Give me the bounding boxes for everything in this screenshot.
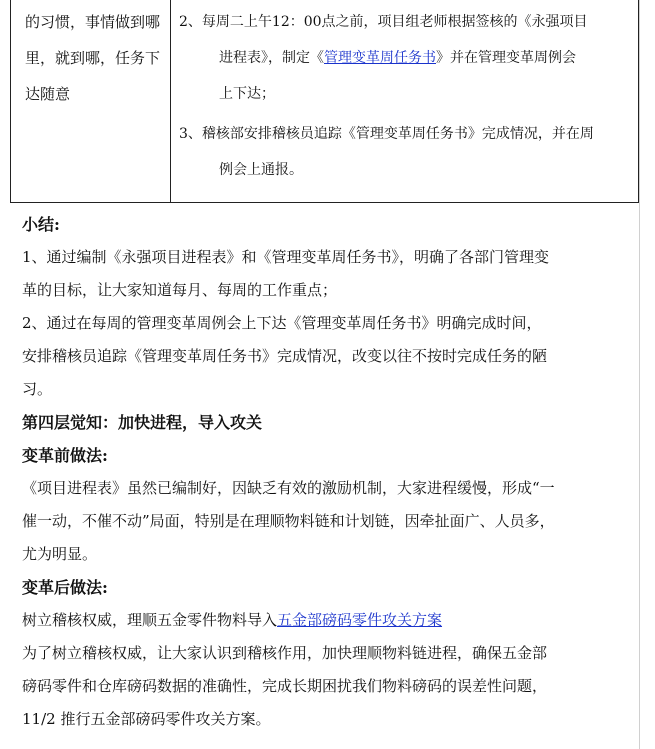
summary-paragraph-1: 1、通过编制《永强项目进程表》和《管理变革周任务书》，明确了各部门管理变 xyxy=(22,248,550,266)
before-change-text: 尤为明显。 xyxy=(22,545,98,563)
hardware-weighing-plan-link[interactable]: 五金部磅码零件攻关方案 xyxy=(277,611,443,629)
table-item-2 xyxy=(179,4,637,112)
after-change-text: 磅码零件和仓库磅码数据的准确性，完成长期困扰我们物料磅码的误差性问题， xyxy=(22,677,548,695)
after-change-heading: 变革后做法: xyxy=(22,578,108,597)
section-4-heading: 第四层觉知：加快进程，导入攻关 xyxy=(22,413,263,432)
item-text: 》并在管理变革周例会 xyxy=(436,50,576,66)
document-body xyxy=(22,208,634,736)
task-table xyxy=(10,0,639,203)
item-text: 3、稽核部安排稽核员追踪《管理变革周任务书》完成情况，并在周 xyxy=(179,126,594,142)
before-change-text: 《项目进程表》虽然已编制好，因缺乏有效的激励机制，大家进程缓慢，形成“一 xyxy=(22,479,555,497)
table-left-cell xyxy=(25,4,165,112)
summary-paragraph-2: 习。 xyxy=(22,380,53,398)
left-cell-line: 里，就到哪，任务下 xyxy=(25,49,161,67)
summary-paragraph-2: 2、通过在每周的管理变革周例会上下达《管理变革周任务书》明确完成时间， xyxy=(22,314,542,332)
item-text-continued xyxy=(179,40,637,76)
summary-heading: 小结: xyxy=(22,215,60,234)
item-text: 例会上通报。 xyxy=(219,162,303,178)
weekly-task-doc-link[interactable]: 管理变革周任务书 xyxy=(324,50,436,66)
left-cell-line: 达随意 xyxy=(25,85,71,103)
item-text: 2、每周二上午12：00点之前，项目组老师根据签核的《永强项目 xyxy=(179,14,588,30)
page-margin-line xyxy=(639,0,640,749)
before-change-heading: 变革前做法: xyxy=(22,446,108,465)
table-column-divider xyxy=(170,0,171,202)
item-text: 上下达； xyxy=(219,86,275,102)
table-item-3 xyxy=(179,116,637,188)
after-change-text: 为了树立稽核权威，让大家认识到稽核作用，加快理顺物料链进程，确保五金部 xyxy=(22,644,548,662)
table-right-cell xyxy=(179,4,637,192)
left-cell-line: 的习惯，事情做到哪 xyxy=(25,13,161,31)
before-change-text: 催一动，不催不动”局面，特别是在理顺物料链和计划链，因牵扯面广、人员多， xyxy=(22,512,555,530)
summary-paragraph-2: 安排稽核员追踪《管理变革周任务书》完成情况，改变以往不按时完成任务的陋 xyxy=(22,347,548,365)
summary-paragraph-1: 革的目标，让大家知道每月、每周的工作重点； xyxy=(22,281,338,299)
after-change-text: 11/2 推行五金部磅码零件攻关方案。 xyxy=(22,710,271,728)
item-text: 进程表》，制定《 xyxy=(219,50,324,66)
after-change-intro-text: 树立稽核权威，理顺五金零件物料导入 xyxy=(22,611,278,629)
after-change-intro xyxy=(22,604,634,637)
